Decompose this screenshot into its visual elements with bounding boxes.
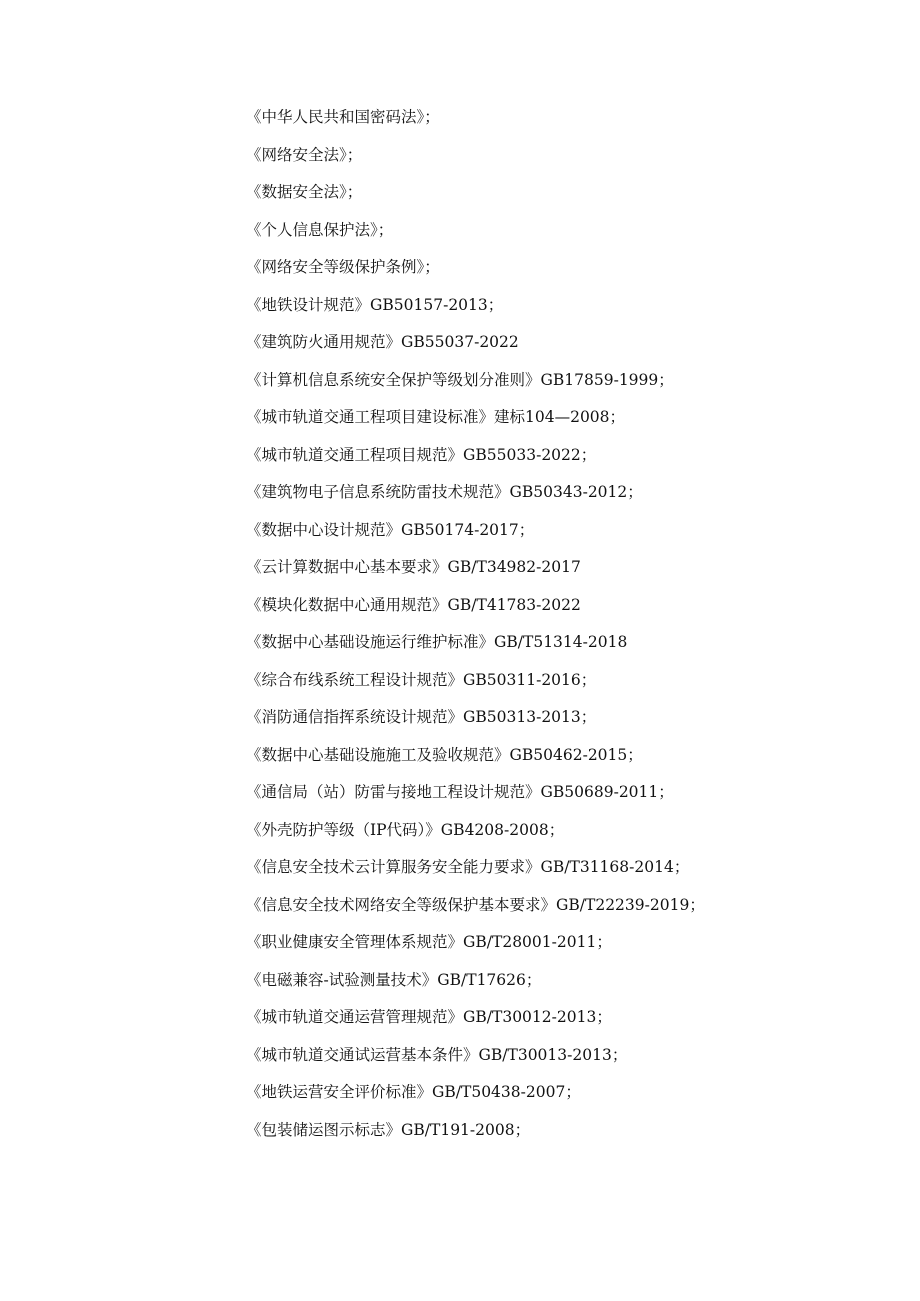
reference-item: 《网络安全等级保护条例》； xyxy=(246,258,440,276)
reference-item: 《建筑防火通用规范》GB55037-2022 xyxy=(246,333,519,351)
reference-item: 《数据中心基础设施施工及验收规范》GB50462-2015； xyxy=(246,745,643,764)
reference-item: 《综合布线系统工程设计规范》GB50311-2016； xyxy=(246,670,597,689)
reference-item: 《数据中心设计规范》GB50174-2017； xyxy=(246,520,535,539)
reference-item: 《地铁运营安全评价标准》GB/T50438-2007； xyxy=(246,1083,581,1101)
reference-item: 《城市轨道交通工程项目规范》GB55033-2022； xyxy=(246,445,597,464)
reference-item: 《通信局（站）防雷与接地工程设计规范》GB50689-2011； xyxy=(246,783,674,801)
reference-item: 《信息安全技术网络安全等级保护基本要求》GB/T22239-2019； xyxy=(246,895,705,914)
reference-item: 《模块化数据中心通用规范》GB/T41783-2022 xyxy=(246,595,581,614)
reference-item: 《外壳防护等级（IP代码）》GB4208-2008； xyxy=(246,820,565,839)
reference-item: 《消防通信指挥系统设计规范》GB50313-2013； xyxy=(246,708,597,726)
reference-item: 《包装储运图示标志》GB/T191-2008； xyxy=(246,1120,531,1139)
reference-item: 《信息安全技术云计算服务安全能力要求》GB/T31168-2014； xyxy=(246,858,690,876)
reference-list xyxy=(246,103,886,1153)
reference-item: 《数据中心基础设施运行维护标准》GB/T51314-2018 xyxy=(246,633,628,651)
reference-item: 《地铁设计规范》GB50157-2013； xyxy=(246,295,504,314)
reference-item: 《中华人民共和国密码法》； xyxy=(246,108,440,126)
reference-item: 《城市轨道交通试运营基本条件》GB/T30013-2013； xyxy=(246,1045,628,1064)
reference-item: 《城市轨道交通工程项目建设标准》建标104—2008； xyxy=(246,408,626,426)
reference-item: 《云计算数据中心基本要求》GB/T34982-2017 xyxy=(246,558,581,576)
reference-item: 《数据安全法》； xyxy=(246,183,363,201)
reference-item: 《个人信息保护法》； xyxy=(246,220,394,239)
reference-item: 《网络安全法》； xyxy=(246,145,363,164)
reference-item: 《职业健康安全管理体系规范》GB/T28001-2011； xyxy=(246,933,612,951)
reference-item: 《计算机信息系统安全保护等级划分准则》GB17859-1999； xyxy=(246,370,674,389)
reference-item: 《电磁兼容-试验测量技术》GB/T17626； xyxy=(246,970,542,989)
reference-item: 《城市轨道交通运营管理规范》GB/T30012-2013； xyxy=(246,1008,612,1026)
reference-item: 《建筑物电子信息系统防雷技术规范》GB50343-2012； xyxy=(246,483,643,501)
